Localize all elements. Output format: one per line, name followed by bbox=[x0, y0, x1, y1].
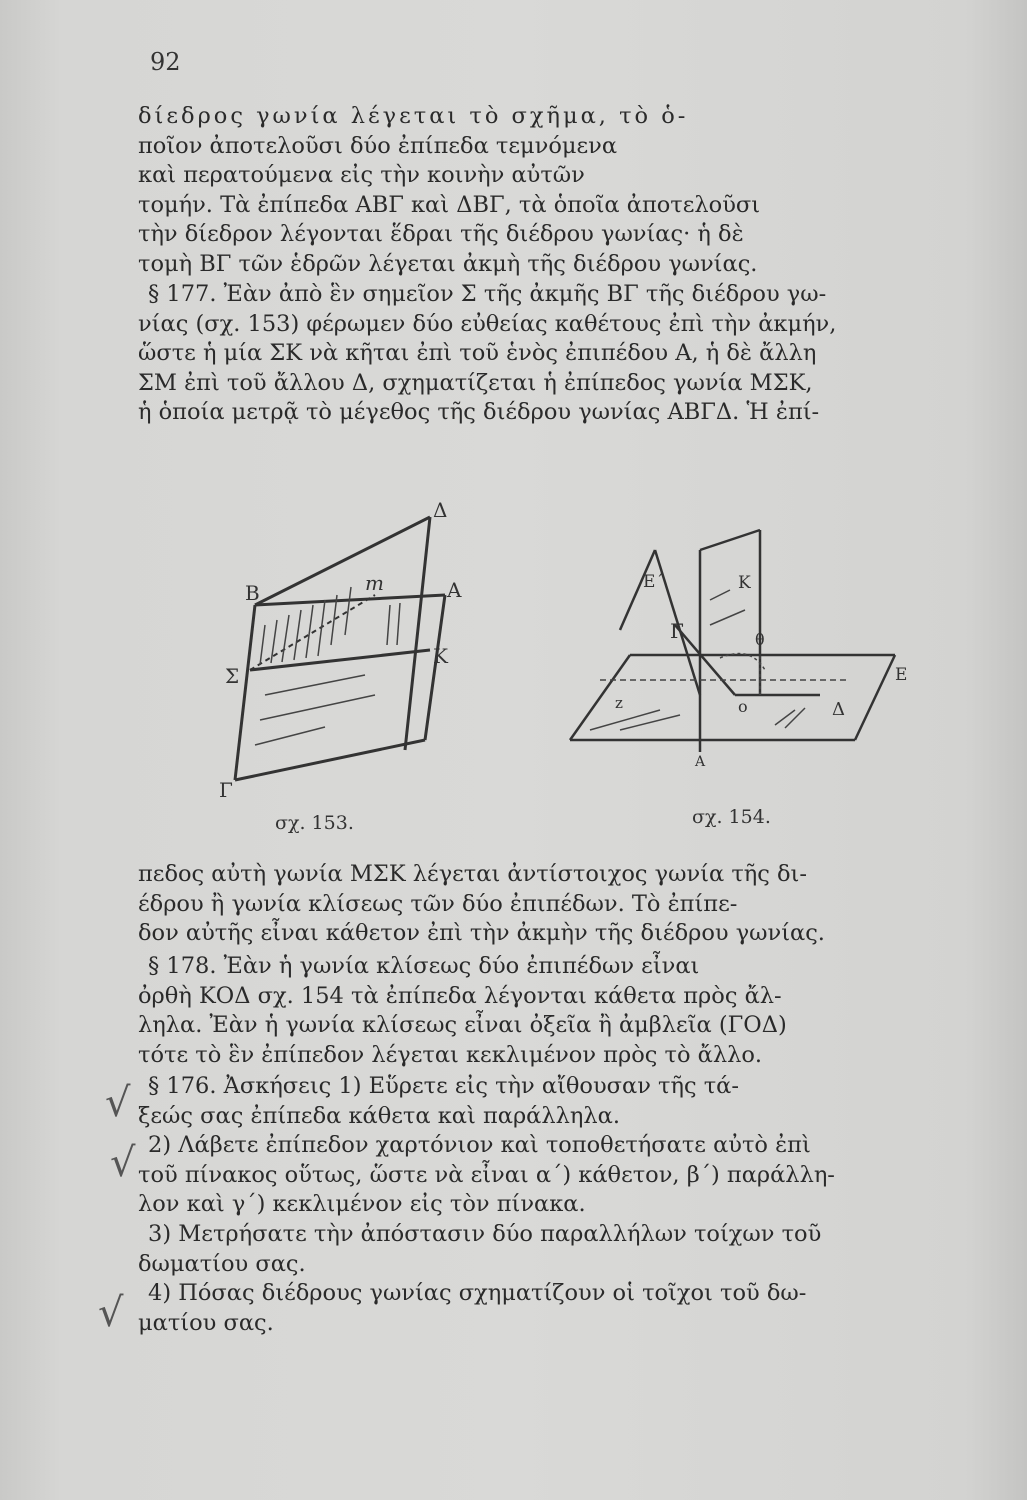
text-line: § 178. Ἐὰν ἡ γωνία κλίσεως δύο ἐπιπέδων εἶναι bbox=[148, 953, 700, 979]
text-line: ματίου σας. bbox=[138, 1309, 274, 1336]
text-line: έδρου ἢ γωνία κλίσεως τῶν δύο ἐπιπέδων. Τὸ ἐπίπε- bbox=[138, 890, 738, 917]
label-a: Α bbox=[695, 754, 706, 770]
handwritten-check-mark: √ bbox=[110, 1140, 136, 1186]
text-line: τὴν δίεδρον λέγονται ἕδραι τῆς διέδρου γωνίας· ἡ δὲ bbox=[138, 221, 744, 248]
label-beta: Β bbox=[245, 581, 260, 605]
text-line: ὥστε ἡ μία ΣΚ νὰ κῆται ἐπὶ τοῦ ἑνὸς ἐπιπέδου Α, ἡ δὲ ἄλλη bbox=[138, 340, 817, 367]
exercise-heading-line: § 176. Ἀσκήσεις 1) Εὕρετε εἰς τὴν αἴθουσαν τῆς τά- bbox=[148, 1073, 739, 1099]
exercise-4-line: 4) Πόσας διέδρους γωνίας σχηματίζουν οἱ τοῖχοι τοῦ δω- bbox=[148, 1280, 807, 1307]
text-line: ληλα. Ἐὰν ἡ γωνία κλίσεως εἶναι ὀξεῖα ἢ ἀμβλεῖα (ΓΟΔ) bbox=[138, 1012, 787, 1039]
exercise-3-line: 3) Μετρήσατε τὴν ἀπόστασιν δύο παραλλήλων τοίχων τοῦ bbox=[148, 1220, 822, 1247]
paragraph-definition bbox=[138, 102, 993, 280]
label-e-prime: Ε΄ bbox=[643, 572, 664, 592]
label-delta: Δ bbox=[832, 699, 845, 720]
page-number: 92 bbox=[150, 48, 181, 76]
text-line: πεδος αὐτὴ γωνία ΜΣΚ λέγεται ἀντίστοιχος γωνία τῆς δι- bbox=[138, 861, 807, 887]
figure-154-perpendicular-planes bbox=[560, 530, 908, 770]
exercise-2-line: 2) Λάβετε ἐπίπεδον χαρτόνιον καὶ τοποθετήσατε αὐτὸ ἐπὶ bbox=[148, 1132, 811, 1159]
text-line: λον καὶ γ΄) κεκλιμένον εἰς τὸν πίνακα. bbox=[138, 1191, 586, 1218]
text-line: δωματίου σας. bbox=[138, 1250, 306, 1277]
handwritten-check-mark: √ bbox=[98, 1290, 124, 1336]
text-line: ΣΜ ἐπὶ τοῦ ἄλλου Δ, σχηματίζεται ἡ ἐπίπεδος γωνία ΜΣΚ, bbox=[138, 369, 813, 396]
label-a: Α bbox=[447, 578, 462, 602]
label-sigma: Σ bbox=[225, 664, 240, 688]
paragraph-178 bbox=[138, 952, 993, 1070]
text-line: τοῦ πίνακος οὕτως, ὥστε νὰ εἶναι α΄) κάθετον, β΄) παράλλη- bbox=[138, 1161, 835, 1188]
label-delta: Δ bbox=[433, 498, 448, 522]
label-gamma: Γ bbox=[670, 619, 684, 643]
text-line: τομήν. Τὰ ἐπίπεδα ΑΒΓ καὶ ΔΒΓ, τὰ ὁποῖα ἀποτελοῦσι bbox=[138, 191, 761, 218]
label-k: Κ bbox=[738, 573, 751, 593]
label-m: m bbox=[365, 571, 384, 595]
label-e: Ε bbox=[895, 665, 908, 685]
label-k: Κ bbox=[433, 644, 448, 668]
text-line: τομὴ ΒΓ τῶν ἑδρῶν λέγεται ἀκμὴ τῆς διέδρου γωνίας. bbox=[138, 250, 758, 277]
text-line: τότε τὸ ἓν ἐπίπεδον λέγεται κεκλιμένον πρὸς τὸ ἄλλο. bbox=[138, 1041, 763, 1068]
text-line: ποῖον ἀποτελοῦσι δύο ἐπίπεδα τεμνόμενα bbox=[138, 132, 618, 159]
exercises-section bbox=[138, 1072, 993, 1338]
text-line: νίας (σχ. 153) φέρωμεν δύο εὐθείας καθέτους ἐπὶ τὴν ἀκμήν, bbox=[138, 310, 837, 337]
text-line: δίεδρος γωνία λέγεται τὸ σχῆμα, τὸ ὁ- bbox=[138, 103, 689, 129]
figure-153-dihedral-angle bbox=[205, 495, 465, 805]
text-line: καὶ περατούμενα εἰς τὴν κοινὴν αὐτῶν bbox=[138, 162, 585, 189]
text-line: § 177. Ἐὰν ἀπὸ ἓν σημεῖον Σ τῆς ἀκμῆς ΒΓ τῆς διέδρου γω- bbox=[148, 281, 827, 307]
label-gamma: Γ bbox=[219, 778, 233, 802]
label-o: ο bbox=[738, 697, 748, 716]
text-line: δον αὐτῆς εἶναι κάθετον ἐπὶ τὴν ἀκμὴν τῆς διέδρου γωνίας. bbox=[138, 920, 825, 947]
paragraph-angle-of-inclination bbox=[138, 860, 993, 949]
figure-154-caption: σχ. 154. bbox=[692, 806, 771, 828]
figure-153-caption: σχ. 153. bbox=[275, 812, 354, 834]
paragraph-177 bbox=[138, 280, 993, 428]
text-line: ἡ ὁποία μετρᾷ τὸ μέγεθος τῆς διέδρου γωνίας ΑΒΓΔ. Ἡ ἐπί- bbox=[138, 399, 820, 426]
label-theta: θ bbox=[755, 630, 765, 649]
handwritten-check-mark: √ bbox=[105, 1080, 131, 1126]
label-z: z bbox=[615, 694, 623, 712]
text-line: ξεώς σας ἐπίπεδα κάθετα καὶ παράλληλα. bbox=[138, 1102, 620, 1129]
text-line: ὀρθὴ ΚΟΔ σχ. 154 τὰ ἐπίπεδα λέγονται κάθετα πρὸς ἄλ- bbox=[138, 982, 782, 1009]
